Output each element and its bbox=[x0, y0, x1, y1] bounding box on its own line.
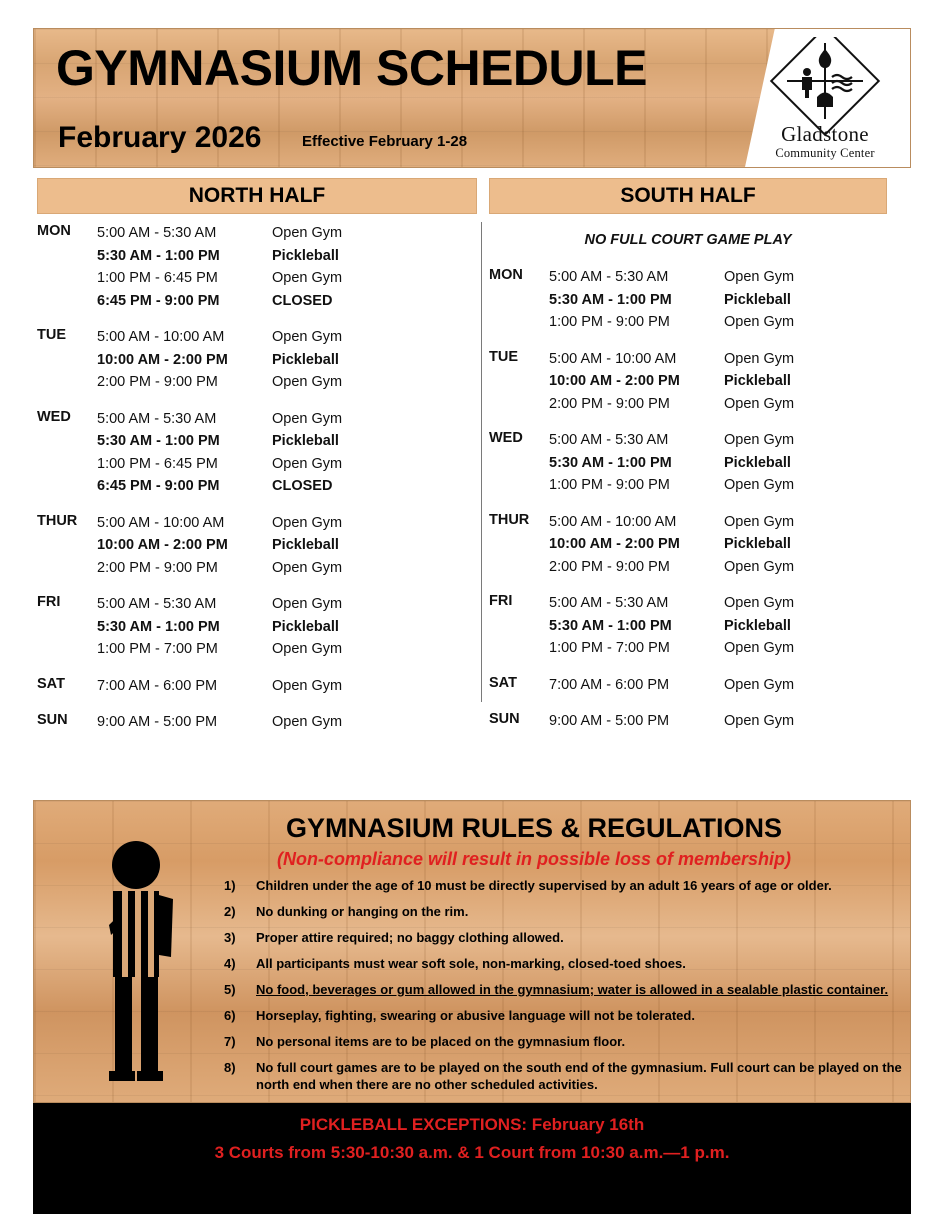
schedule-day-block bbox=[37, 593, 477, 661]
schedule-time: 5:00 AM - 5:30 AM bbox=[549, 269, 669, 285]
schedule-time: 1:00 PM - 6:45 PM bbox=[97, 270, 218, 286]
schedule-time: 5:30 AM - 1:00 PM bbox=[97, 618, 220, 635]
schedule-activity: Pickleball bbox=[724, 291, 791, 308]
schedule-day-block bbox=[489, 674, 887, 697]
logo-name: Gladstone bbox=[781, 122, 869, 146]
schedule-row bbox=[549, 674, 887, 697]
exceptions-line-1: PICKLEBALL EXCEPTIONS: February 16th bbox=[299, 1115, 645, 1134]
schedule-time: 10:00 AM - 2:00 PM bbox=[97, 537, 228, 553]
day-label: SUN bbox=[489, 711, 520, 727]
schedule-row bbox=[549, 429, 887, 452]
south-half-schedule bbox=[489, 232, 887, 747]
rule-text: Horseplay, fighting, swearing or abusive language will not be tolerated. bbox=[256, 1008, 695, 1023]
schedule-day-block bbox=[489, 710, 887, 733]
schedule-row bbox=[97, 512, 477, 535]
schedule-activity: Open Gym bbox=[724, 432, 795, 448]
rule-text: Children under the age of 10 must be directly supervised by an adult 16 years of age or older. bbox=[256, 878, 832, 893]
schedule-time: 10:00 AM - 2:00 PM bbox=[549, 373, 680, 389]
schedule-activity: Pickleball bbox=[272, 351, 339, 368]
day-label: WED bbox=[37, 408, 71, 425]
day-label: FRI bbox=[489, 593, 513, 609]
schedule-activity: Open Gym bbox=[724, 640, 795, 656]
schedule-time: 6:45 PM - 9:00 PM bbox=[97, 478, 220, 494]
schedule-activity: Open Gym bbox=[724, 477, 795, 493]
day-label: TUE bbox=[489, 348, 518, 365]
schedule-row bbox=[97, 326, 477, 349]
schedule-time: 5:00 AM - 10:00 AM bbox=[549, 350, 677, 367]
day-label: THUR bbox=[489, 511, 530, 528]
rule-number: 5) bbox=[224, 982, 236, 997]
schedule-activity: Open Gym bbox=[724, 713, 795, 729]
schedule-row bbox=[549, 348, 887, 371]
day-rows bbox=[97, 222, 477, 312]
day-rows bbox=[97, 512, 477, 580]
schedule-time: 10:00 AM - 2:00 PM bbox=[549, 536, 680, 552]
schedule-row bbox=[549, 710, 887, 733]
schedule-time: 1:00 PM - 9:00 PM bbox=[549, 477, 670, 493]
day-rows bbox=[97, 408, 477, 498]
schedule-row bbox=[549, 474, 887, 497]
schedule-activity: Open Gym bbox=[272, 329, 343, 345]
day-rows bbox=[549, 348, 887, 416]
schedule-activity: Pickleball bbox=[724, 536, 791, 552]
north-half-schedule bbox=[37, 222, 477, 748]
schedule-time: 2:00 PM - 9:00 PM bbox=[549, 395, 670, 412]
day-label: SAT bbox=[489, 674, 517, 691]
schedule-row bbox=[97, 349, 477, 372]
schedule-day-block bbox=[37, 675, 477, 698]
schedule-row bbox=[97, 616, 477, 639]
schedule-row bbox=[549, 393, 887, 416]
schedule-time: 5:30 AM - 1:00 PM bbox=[549, 291, 672, 308]
day-rows bbox=[549, 266, 887, 334]
schedule-row bbox=[549, 511, 887, 534]
schedule-time: 5:00 AM - 5:30 AM bbox=[97, 225, 217, 241]
referee-icon bbox=[89, 839, 209, 1089]
schedule-time: 1:00 PM - 7:00 PM bbox=[97, 641, 218, 657]
schedule-time: 5:00 AM - 5:30 AM bbox=[97, 410, 217, 427]
schedule-row bbox=[97, 593, 477, 616]
schedule-time: 10:00 AM - 2:00 PM bbox=[97, 351, 228, 368]
schedule-activity: Open Gym bbox=[272, 455, 343, 472]
schedule-row bbox=[97, 557, 477, 580]
day-rows bbox=[97, 675, 477, 698]
schedule-time: 5:00 AM - 10:00 AM bbox=[549, 513, 677, 530]
rule-number: 1) bbox=[224, 878, 236, 893]
exceptions-line-2: 3 Courts from 5:30-10:30 a.m. & 1 Court from 10:30 a.m.—1 p.m. bbox=[214, 1143, 730, 1162]
day-label: MON bbox=[489, 267, 523, 283]
schedule-day-block bbox=[489, 592, 887, 660]
day-rows bbox=[97, 326, 477, 394]
schedule-time: 7:00 AM - 6:00 PM bbox=[549, 676, 670, 693]
schedule-row bbox=[549, 452, 887, 475]
schedule-time: 2:00 PM - 9:00 PM bbox=[549, 558, 670, 575]
rule-item bbox=[224, 955, 904, 972]
schedule-time: 5:30 AM - 1:00 PM bbox=[97, 247, 220, 264]
schedule-time: 5:30 AM - 1:00 PM bbox=[549, 617, 672, 634]
schedule-day-block bbox=[37, 512, 477, 580]
day-rows bbox=[549, 592, 887, 660]
rule-text: All participants must wear soft sole, non-marking, closed-toed shoes. bbox=[256, 956, 686, 971]
schedule-time: 5:00 AM - 5:30 AM bbox=[549, 432, 669, 448]
south-half-heading: SOUTH HALF bbox=[489, 178, 887, 214]
schedule-activity: Open Gym bbox=[272, 714, 343, 730]
schedule-time: 5:00 AM - 5:30 AM bbox=[97, 596, 217, 612]
schedule-time: 1:00 PM - 6:45 PM bbox=[97, 455, 218, 472]
schedule-activity: Open Gym bbox=[724, 595, 795, 611]
schedule-row bbox=[97, 408, 477, 431]
gladstone-logo bbox=[752, 37, 898, 161]
schedule-activity: Pickleball bbox=[724, 373, 791, 389]
rule-item bbox=[224, 1033, 904, 1050]
rule-text: Proper attire required; no baggy clothing allowed. bbox=[256, 930, 564, 945]
schedule-row bbox=[97, 222, 477, 245]
schedule-row bbox=[97, 290, 477, 313]
schedule-activity: Pickleball bbox=[724, 454, 791, 471]
schedule-time: 5:00 AM - 10:00 AM bbox=[97, 329, 225, 345]
rule-number: 4) bbox=[224, 956, 236, 971]
schedule-day-block bbox=[37, 326, 477, 394]
schedule-activity: Open Gym bbox=[272, 641, 343, 657]
schedule-row bbox=[97, 711, 477, 734]
north-half-heading: NORTH HALF bbox=[37, 178, 477, 214]
schedule-time: 1:00 PM - 9:00 PM bbox=[549, 314, 670, 330]
schedule-activity: Open Gym bbox=[724, 350, 795, 367]
schedule-activity: Open Gym bbox=[272, 225, 343, 241]
schedule-activity: Pickleball bbox=[272, 618, 339, 635]
day-rows bbox=[549, 429, 887, 497]
rule-item bbox=[224, 877, 904, 894]
schedule-activity: Pickleball bbox=[272, 537, 339, 553]
schedule-row bbox=[97, 430, 477, 453]
schedule-time: 1:00 PM - 7:00 PM bbox=[549, 640, 670, 656]
schedule-row bbox=[549, 556, 887, 579]
schedule-row bbox=[549, 266, 887, 289]
day-rows bbox=[97, 593, 477, 661]
schedule-time: 5:00 AM - 5:30 AM bbox=[549, 595, 669, 611]
day-rows bbox=[549, 511, 887, 579]
rule-number: 6) bbox=[224, 1008, 236, 1023]
rule-text: No food, beverages or gum allowed in the gymnasium; water is allowed in a sealable plastic container. bbox=[256, 982, 889, 997]
schedule-time: 9:00 AM - 5:00 PM bbox=[549, 713, 670, 729]
column-divider bbox=[481, 222, 482, 702]
rules-subtitle: (Non-compliance will result in possible loss of membership) bbox=[276, 849, 792, 869]
rule-number: 7) bbox=[224, 1034, 236, 1049]
schedule-activity: CLOSED bbox=[272, 292, 333, 309]
schedule-row bbox=[549, 311, 887, 334]
schedule-activity: Open Gym bbox=[272, 559, 343, 576]
schedule-time: 5:30 AM - 1:00 PM bbox=[549, 454, 672, 471]
day-rows bbox=[549, 710, 887, 733]
schedule-activity: Open Gym bbox=[272, 596, 343, 612]
schedule-row bbox=[97, 245, 477, 268]
rule-text: No dunking or hanging on the rim. bbox=[256, 904, 469, 919]
schedule-row bbox=[549, 533, 887, 556]
schedule-activity: CLOSED bbox=[272, 478, 333, 494]
rule-item bbox=[224, 1007, 904, 1024]
schedule-activity: Pickleball bbox=[724, 617, 791, 634]
schedule-row bbox=[549, 370, 887, 393]
schedule-day-block bbox=[489, 511, 887, 579]
schedule-day-block bbox=[37, 711, 477, 734]
schedule-activity: Open Gym bbox=[724, 269, 795, 285]
page-title: GYMNASIUM SCHEDULE bbox=[56, 40, 648, 96]
day-label: SAT bbox=[37, 675, 65, 692]
rule-number: 3) bbox=[224, 930, 236, 945]
schedule-activity: Open Gym bbox=[272, 270, 343, 286]
schedule-activity: Open Gym bbox=[272, 677, 343, 694]
rule-number: 2) bbox=[224, 904, 236, 919]
day-label: TUE bbox=[37, 327, 66, 343]
schedule-row bbox=[549, 637, 887, 660]
day-label: FRI bbox=[37, 594, 61, 610]
schedule-day-block bbox=[489, 429, 887, 497]
schedule-activity: Pickleball bbox=[272, 433, 339, 449]
schedule-row bbox=[549, 615, 887, 638]
day-label: WED bbox=[489, 430, 523, 446]
schedule-row bbox=[97, 475, 477, 498]
schedule-time: 9:00 AM - 5:00 PM bbox=[97, 714, 218, 730]
rules-title: GYMNASIUM RULES & REGULATIONS bbox=[285, 813, 782, 843]
schedule-activity: Open Gym bbox=[724, 513, 795, 530]
day-label: MON bbox=[37, 223, 71, 239]
rule-text: No personal items are to be placed on the gymnasium floor. bbox=[256, 1034, 626, 1049]
header-effective-dates: Effective February 1-28 bbox=[302, 133, 468, 150]
day-label: THUR bbox=[37, 512, 78, 529]
schedule-activity: Pickleball bbox=[272, 247, 339, 264]
schedule-day-block bbox=[489, 266, 887, 334]
day-label: SUN bbox=[37, 712, 68, 728]
schedule-row bbox=[97, 453, 477, 476]
rule-item bbox=[224, 1059, 904, 1093]
rule-number: 8) bbox=[224, 1060, 236, 1075]
schedule-activity: Open Gym bbox=[272, 374, 343, 390]
schedule-activity: Open Gym bbox=[272, 410, 343, 427]
rule-text: No full court games are to be played on the south end of the gymnasium. Full court can be played on the north end when there are no other scheduled activities. bbox=[256, 1060, 902, 1092]
schedule-activity: Open Gym bbox=[272, 514, 343, 531]
day-rows bbox=[97, 711, 477, 734]
schedule-time: 5:30 AM - 1:00 PM bbox=[97, 433, 220, 449]
schedule-day-block bbox=[489, 348, 887, 416]
rule-item bbox=[224, 903, 904, 920]
schedule-activity: Open Gym bbox=[724, 314, 795, 330]
schedule-row bbox=[97, 267, 477, 290]
schedule-row bbox=[97, 371, 477, 394]
schedule-row bbox=[549, 289, 887, 312]
schedule-time: 2:00 PM - 9:00 PM bbox=[97, 559, 218, 576]
schedule-time: 2:00 PM - 9:00 PM bbox=[97, 374, 218, 390]
day-rows bbox=[549, 674, 887, 697]
schedule-time: 5:00 AM - 10:00 AM bbox=[97, 514, 225, 531]
schedule-activity: Open Gym bbox=[724, 676, 795, 693]
exceptions-footer bbox=[33, 1103, 911, 1214]
schedule-day-block bbox=[37, 222, 477, 312]
schedule-row bbox=[97, 638, 477, 661]
schedule-time: 6:45 PM - 9:00 PM bbox=[97, 292, 220, 309]
schedule-row bbox=[549, 592, 887, 615]
schedule-row bbox=[97, 675, 477, 698]
schedule-day-block bbox=[37, 408, 477, 498]
south-half-note: NO FULL COURT GAME PLAY bbox=[584, 232, 792, 248]
schedule-activity: Open Gym bbox=[724, 558, 795, 575]
header-month: February 2026 bbox=[58, 121, 262, 154]
rule-item bbox=[224, 929, 904, 946]
rules-panel bbox=[33, 800, 911, 1103]
header-banner bbox=[33, 28, 911, 168]
schedule-time: 7:00 AM - 6:00 PM bbox=[97, 677, 218, 694]
rules-list bbox=[224, 877, 904, 1102]
schedule-row bbox=[97, 534, 477, 557]
schedule-activity: Open Gym bbox=[724, 395, 795, 412]
rule-item bbox=[224, 981, 904, 998]
logo-subtitle: Community Center bbox=[775, 146, 875, 160]
